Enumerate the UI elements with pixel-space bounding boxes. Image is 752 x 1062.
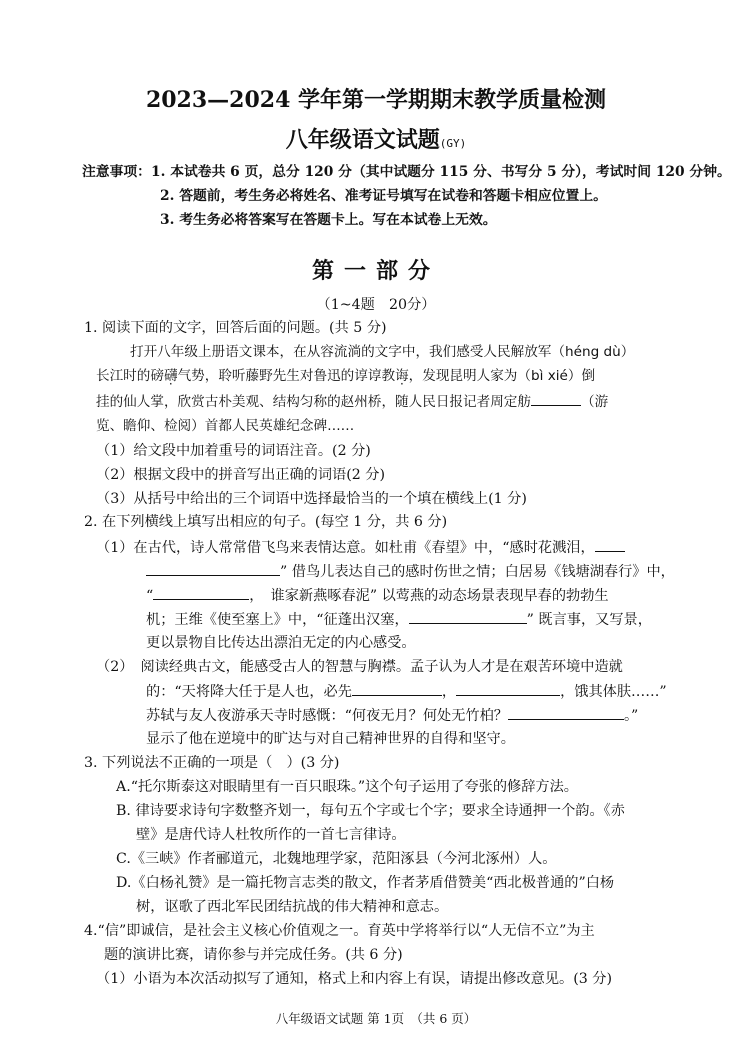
- q2-p2-line1: （2） 阅读经典古文，能感受古人的智慧与胸襟。孟子认为人才是在艰苦环境中造就: [96, 659, 623, 675]
- exam-subtitle: [0, 126, 752, 158]
- q4-stem-line2: 题的演讲比赛，请你参与并完成任务。(共 6 分): [104, 947, 403, 963]
- notes-item-3: 3. 考生务必将答案写在答题卡上。写在本试卷上无效。: [160, 212, 497, 228]
- q3-option-c: C.《三峡》作者郦道元，北魏地理学家，范阳涿县（今河北涿州）人。: [116, 851, 557, 867]
- q3-option-b-line1: B. 律诗要求诗句字数整齐划一，每句五个字或七个字；要求全诗通押一个韵。《赤: [116, 803, 625, 819]
- q2-p2-line4: 显示了他在逆境中的旷达与对自己精神世界的自得和坚守。: [146, 731, 515, 747]
- q1-sub3: （3）从括号中给出的三个词语中选择最恰当的一个填在横线上(1 分): [96, 491, 527, 507]
- q1-passage-2: [96, 366, 595, 386]
- q2-blank-3[interactable]: [409, 609, 527, 624]
- q4-sub1: （1）小语为本次活动拟写了通知，格式上和内容上有误，请提出修改意见。(3 分): [96, 971, 613, 987]
- exam-title: 2023—2024 学年第一学期期末教学质量检测: [145, 87, 607, 113]
- q2-p1-line1-text: （1）在古代，诗人常常借飞鸟来表情达意。如杜甫《春望》中，“感时花溅泪，: [96, 540, 595, 556]
- notes-line-1: [82, 162, 731, 182]
- q2-p2-line2: [146, 681, 667, 702]
- notes-label: 注意事项：: [82, 164, 151, 180]
- q2-p1-line3: [146, 585, 609, 606]
- exam-subtitle-code: (GY): [439, 137, 467, 150]
- notes-item-1: 1. 本试卷共 6 页，总分 120 分（其中试题分 115 分、书写分 5 分），考试时间 120 分钟。: [150, 164, 731, 180]
- q2-p1-line4-end: ” 既言事，又写景，: [526, 612, 652, 628]
- q2-p2-line3-end: 。”: [623, 708, 639, 724]
- q2-p1-line3-text: ， 谁家新燕啄春泥” 以莺燕的动态场景表现早春的勃勃生: [249, 588, 609, 604]
- q2-p1-line5: 更以景物自比传达出漂泊无定的内心感受。: [146, 635, 416, 651]
- q1-passage-2c: 气势，聆听藤野先生对鲁迅的谆谆教: [177, 368, 396, 384]
- q3-stem: 3. 下列说法不正确的一项是（ ）(3 分): [84, 755, 340, 771]
- q1-dotted-char-1: 礴: [163, 368, 178, 384]
- q2-p2-line2-text: 的：“天将降大任于是人也，必先: [146, 684, 352, 700]
- q3-option-d-line2: 树，讴歌了西北军民团结抗战的伟大精神和意志。: [136, 899, 449, 915]
- q1-answer-blank[interactable]: [531, 391, 581, 406]
- q3-option-a: A.“托尔斯泰这对眼睛里有一百只眼珠。”这个句子运用了夸张的修辞方法。: [116, 779, 578, 795]
- q1-sub2: （2）根据文段中的拼音写出正确的词语(2 分): [96, 467, 386, 483]
- q1-passage-2e: ，发现昆明人家为（bì xié）倒: [408, 368, 596, 384]
- q1-stem: 1. 阅读下面的文字，回答后面的问题。(共 5 分): [84, 320, 387, 336]
- q2-blank-1b[interactable]: [146, 561, 280, 576]
- page-footer: 八年级语文试题 第 1页 （共 6 页）: [275, 1011, 477, 1026]
- q1-passage-3-text: 挂的仙人掌，欣赏古朴美观、结构匀称的赵州桥，随人民日报记者周定舫: [96, 394, 531, 410]
- q1-passage-3: [96, 391, 608, 412]
- q2-p1-line3-quote: “: [146, 588, 154, 604]
- q2-blank-4[interactable]: [352, 681, 442, 696]
- q2-p1-line1: [96, 537, 625, 558]
- q2-blank-2[interactable]: [153, 585, 249, 600]
- q4-stem-line1: 4.“信”即诚信，是社会主义核心价值观之一。育英中学将举行以“人无信不立”为主: [84, 923, 595, 939]
- q3-option-d-line1: D.《白杨礼赞》是一篇托物言志类的散文，作者茅盾借赞美“西北极普通的”白杨: [116, 875, 615, 891]
- q2-p1-line4-text: 机；王维《使至塞上》中，“征蓬出汉塞，: [146, 612, 409, 628]
- q1-sub1: （1）给文段中加着重号的词语注音。(2 分): [96, 443, 371, 459]
- part-range: （1~4题 20分）: [316, 297, 436, 313]
- q1-passage-1: 打开八年级上册语文课本，在从容流淌的文字中，我们感受人民解放军（héng dù）: [130, 344, 635, 360]
- q2-stem: 2. 在下列横线上填写出相应的句子。(每空 1 分，共 6 分): [84, 514, 448, 530]
- q2-blank-1a[interactable]: [595, 537, 625, 552]
- q2-p1-line4: [146, 609, 652, 630]
- q1-passage-3-end: （游: [581, 394, 609, 410]
- notes-item-2: 2. 答题前，考生务必将姓名、准考证号填写在试卷和答题卡相应位置上。: [160, 188, 607, 204]
- q2-p1-line2-text: ” 借鸟儿表达自己的感时伤世之情；白居易《钱塘湖春行》中，: [280, 564, 675, 580]
- q2-p2-line3: [146, 705, 638, 726]
- q2-blank-6[interactable]: [508, 705, 624, 720]
- q2-blank-5[interactable]: [456, 681, 560, 696]
- q1-passage-4: 览、瞻仰、检阅）首都人民英雄纪念碑……: [96, 418, 355, 434]
- part-title: 第一部分: [311, 258, 440, 284]
- q3-option-b-line2: 壁》是唐代诗人杜牧所作的一首七言律诗。: [136, 827, 406, 843]
- q2-p1-line2: [146, 561, 675, 582]
- q2-p2-line2-comma: ，: [441, 684, 457, 700]
- q2-p2-line2-end: ，饿其体肤……”: [560, 684, 667, 700]
- q1-dotted-char-2: 诲: [395, 368, 409, 384]
- q1-passage-2a: 长江时的磅: [96, 368, 164, 384]
- exam-subtitle-text: 八年级语文试题: [285, 127, 440, 153]
- q2-p2-line3-text: 苏轼与友人夜游承天寺时感慨：“何夜无月？何处无竹柏？: [146, 708, 508, 724]
